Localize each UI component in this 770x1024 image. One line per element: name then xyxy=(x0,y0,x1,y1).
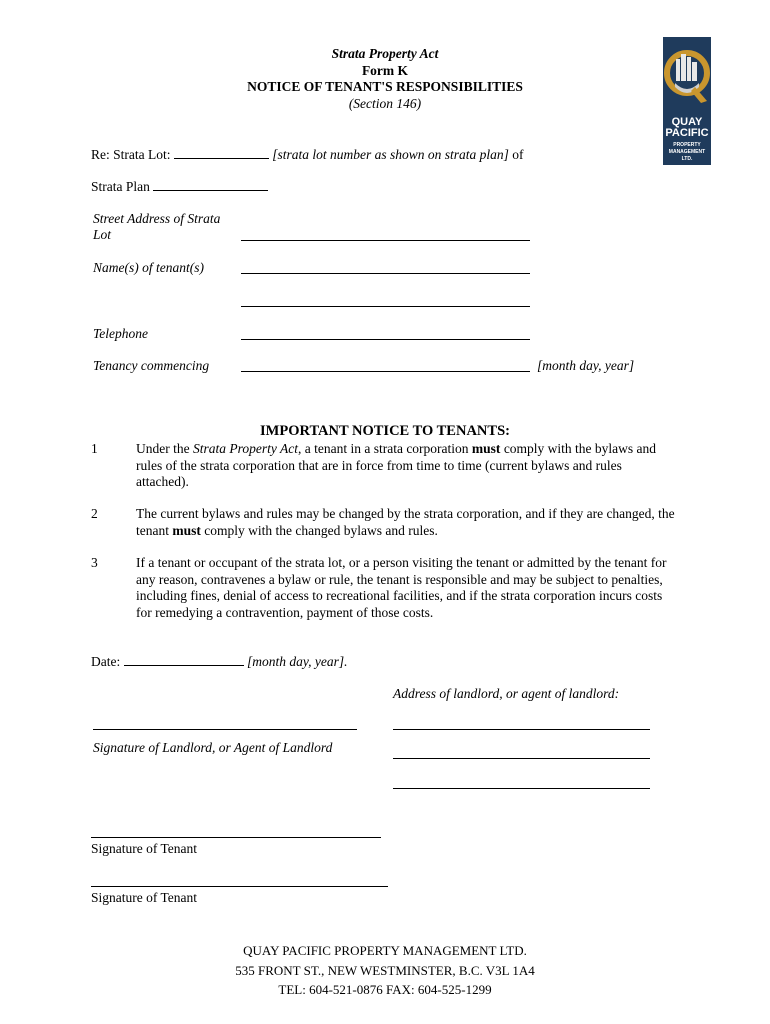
tenancy-label: Tenancy commencing xyxy=(93,358,210,373)
tenant-signature-label-1: Signature of Tenant xyxy=(91,841,198,856)
section-ref: (Section 146) xyxy=(348,95,422,111)
tenant-signature-label-2: Signature of Tenant xyxy=(91,890,198,905)
landlord-signature-field[interactable] xyxy=(93,729,357,730)
page-title: NOTICE OF TENANT'S RESPONSIBILITIES xyxy=(247,79,523,94)
strata-lot-suffix: of xyxy=(512,147,524,162)
footer-address: 535 FRONT ST., NEW WESTMINSTER, B.C. V3L 1A4 xyxy=(235,962,535,978)
date-blank[interactable] xyxy=(124,653,244,666)
tenant-signature-field-2[interactable] xyxy=(91,886,388,887)
strata-lot-blank[interactable] xyxy=(174,146,269,159)
tenancy-hint: [month day, year] xyxy=(537,358,635,373)
company-footer xyxy=(0,941,770,1000)
strata-lot-line xyxy=(91,146,524,163)
form-header xyxy=(0,46,770,112)
telephone-field[interactable] xyxy=(241,339,530,340)
footer-contact: TEL: 604-521-0876 FAX: 604-525-1299 xyxy=(278,982,492,997)
act-title: Strata Property Act xyxy=(331,46,439,61)
logo-name-line2: PACIFIC xyxy=(665,127,709,139)
logo-name-line1: QUAY xyxy=(671,116,703,128)
tenancy-field[interactable] xyxy=(241,371,530,372)
landlord-address-field-2[interactable] xyxy=(393,758,650,759)
form-name: Form K xyxy=(361,62,409,78)
strata-plan-label: Strata Plan xyxy=(91,179,150,194)
tenants-field-2[interactable] xyxy=(241,306,530,307)
date-label: Date: xyxy=(91,654,121,669)
strata-plan-blank[interactable] xyxy=(153,178,268,191)
strata-plan-line xyxy=(91,178,268,195)
notice-item-number: 1 xyxy=(91,441,98,456)
notice-item-1: Under the Strata Property Act, a tenant in a strata corporation must comply with the bylaws and rules of the strata corporation that are in force from time to time (current bylaws and rules attached). xyxy=(136,441,657,489)
notice-title: IMPORTANT NOTICE TO TENANTS: xyxy=(260,423,510,439)
notice-item-number: 3 xyxy=(91,555,98,570)
telephone-label: Telephone xyxy=(93,326,148,341)
logo-sub-line1: PROPERTY xyxy=(673,142,701,148)
tenants-label: Name(s) of tenant(s) xyxy=(93,260,204,275)
notice-item-2: The current bylaws and rules may be changed by the strata corporation, and if they are changed, the tenant must comply with the changed bylaws and rules. xyxy=(136,506,675,538)
strata-lot-label: Re: Strata Lot: xyxy=(91,147,171,162)
company-logo xyxy=(663,37,711,165)
date-hint: [month day, year]. xyxy=(247,654,348,669)
footer-company: QUAY PACIFIC PROPERTY MANAGEMENT LTD. xyxy=(243,943,527,958)
landlord-signature-label: Signature of Landlord, or Agent of Landlord xyxy=(93,740,333,755)
date-line xyxy=(91,653,348,670)
tenant-signature-field-1[interactable] xyxy=(91,837,381,838)
street-address-field[interactable] xyxy=(241,240,530,241)
notice-item-3: If a tenant or occupant of the strata lot, or a person visiting the tenant or admitted by the tenant for any reason, contravenes a bylaw or rule, the tenant is responsible and may be subject to penalties, including fines, denial of access to recreational facilities, and if the strata corporation incurs costs for remedying a contravention, payment of those costs. xyxy=(136,555,667,620)
strata-lot-hint: [strata lot number as shown on strata plan] xyxy=(272,147,509,162)
logo-sub-line2: MANAGEMENT LTD. xyxy=(668,149,706,162)
tenants-field-1[interactable] xyxy=(241,273,530,274)
landlord-address-field-1[interactable] xyxy=(393,729,650,730)
street-address-label: Street Address of Strata Lot xyxy=(93,211,221,242)
notice-item-number: 2 xyxy=(91,506,98,521)
landlord-address-label: Address of landlord, or agent of landlord: xyxy=(393,686,620,701)
landlord-address-field-3[interactable] xyxy=(393,788,650,789)
